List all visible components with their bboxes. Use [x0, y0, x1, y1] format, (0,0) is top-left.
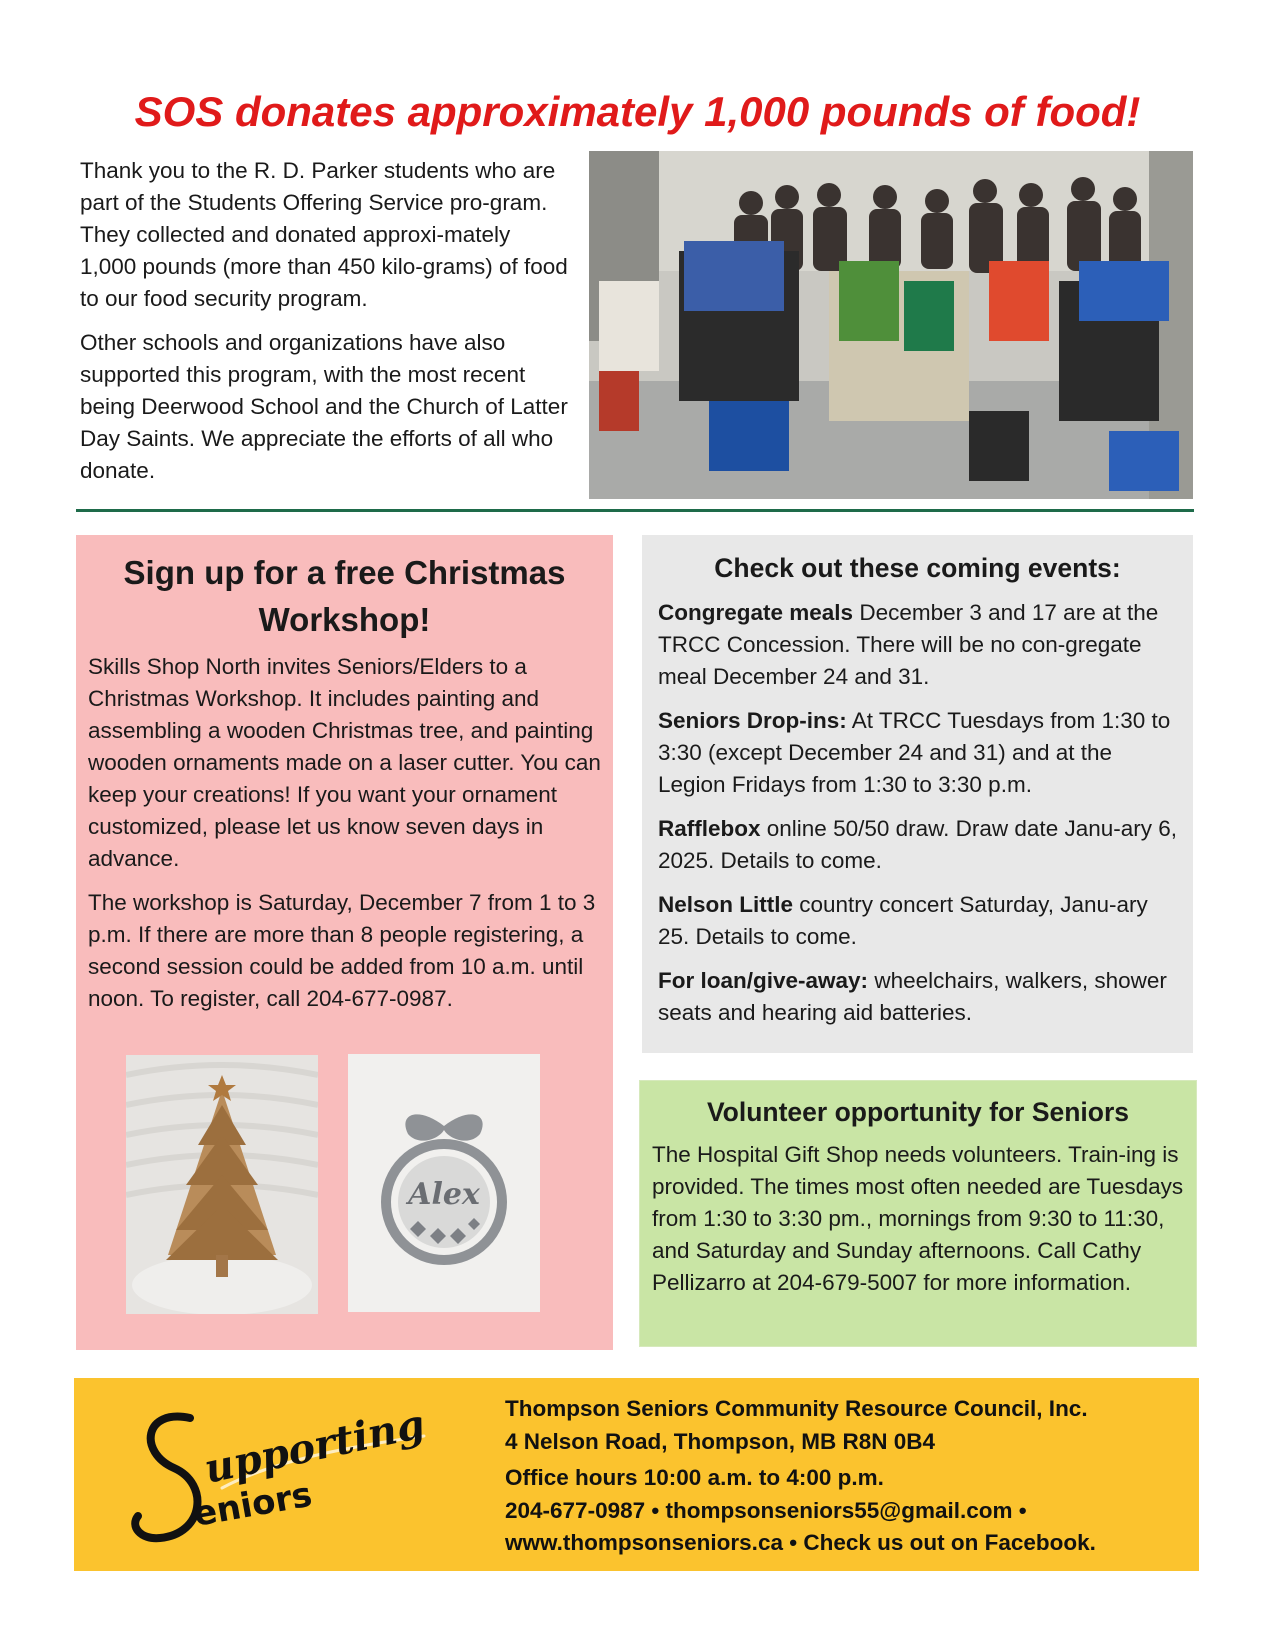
facebook-link[interactable]: Check us out on Facebook.	[803, 1530, 1096, 1555]
headline: SOS donates approximately 1,000 pounds of food!	[134, 88, 1141, 135]
phone[interactable]: 204-677-0987	[505, 1497, 646, 1523]
event-item	[658, 965, 1181, 1029]
workshop-title: Sign up for a free Christmas Workshop!	[123, 554, 566, 638]
event-text: At TRCC Tuesdays from 1:30 to 3:30 (except December 24 and 31) and at the Legion Fridays from 1:30 to 3:30 p.m.	[658, 708, 1171, 797]
workshop-panel	[76, 535, 613, 1350]
event-label: Congregate meals	[658, 600, 854, 625]
logo-line-2: eniors	[190, 1474, 316, 1535]
website-link[interactable]: www.thompsonseniors.ca	[505, 1530, 783, 1555]
intro-paragraph-1: Thank you to the R. D. Parker students who are part of the Students Offering Service pro-gram. They collected and donated approxi-mately 1,000 pounds (more than 450 kilo-grams) of food to our food security program.	[80, 158, 568, 311]
footer	[74, 1378, 1199, 1571]
email-link[interactable]: thompsonseniors55@gmail.com	[665, 1497, 1013, 1523]
event-text: country concert Saturday, Janu-ary 25. Details to come.	[658, 892, 1148, 949]
web-line: www.thompsonseniors.ca • Check us out on Facebook.	[505, 1530, 1096, 1555]
intro-paragraph-2: Other schools and organizations have also supported this program, with the most recent being Deerwood School and the Church of Latter Day Saints. We appreciate the efforts of all who donate.	[80, 330, 568, 483]
volunteer-panel	[639, 1080, 1197, 1347]
event-text: December 3 and 17 are at the TRCC Concession. There will be no con-gregate meal December 24 and 31.	[658, 600, 1159, 689]
event-text: wheelchairs, walkers, shower seats and hearing aid batteries.	[658, 968, 1167, 1025]
intro-text	[80, 155, 570, 499]
volunteer-text	[640, 1139, 1196, 1299]
ornament-photo	[348, 1054, 540, 1312]
org-name: Thompson Seniors Community Resource Council, Inc.	[505, 1396, 1088, 1421]
event-item	[658, 597, 1181, 693]
ornament-name: Alex	[408, 1177, 480, 1212]
workshop-text	[76, 651, 613, 1015]
workshop-paragraph-2: The workshop is Saturday, December 7 from 1 to 3 p.m. If there are more than 8 people registering, a second session could be added from 10 a.m. until noon. To register, call 204-677-0987.	[88, 890, 596, 1011]
event-text: online 50/50 draw. Draw date Janu-ary 6, 2025. Details to come.	[658, 816, 1178, 873]
events-panel	[642, 535, 1193, 1053]
event-label: Nelson Little	[658, 892, 794, 917]
event-item	[658, 705, 1181, 801]
event-label: Rafflebox	[658, 816, 761, 841]
event-label: For loan/give-away:	[658, 968, 869, 993]
workshop-paragraph-1: Skills Shop North invites Seniors/Elders to a Christmas Workshop. It includes painting and assembling a wooden Christmas tree, and painting wooden ornaments made on a laser cutter. You can keep your creations! If you want your ornament customized, please let us know seven days in advance.	[88, 654, 601, 871]
divider	[76, 509, 1194, 512]
logo-line-1: upporting	[200, 1400, 429, 1493]
office-hours: Office hours 10:00 a.m. to 4:00 p.m.	[505, 1465, 884, 1490]
events-list	[642, 597, 1193, 1029]
address: 4 Nelson Road, Thompson, MB R8N 0B4	[505, 1428, 936, 1454]
contact-info	[505, 1393, 1195, 1560]
volunteer-title: Volunteer opportunity for Seniors	[706, 1097, 1130, 1127]
food-donation-photo	[589, 151, 1193, 499]
event-item	[658, 813, 1181, 877]
wooden-tree-photo	[126, 1055, 318, 1314]
contact-line: 204-677-0987 • thompsonseniors55@gmail.com •	[505, 1497, 1027, 1523]
events-title: Check out these coming events:	[714, 553, 1121, 583]
volunteer-paragraph: The Hospital Gift Shop needs volunteers. Train-ing is provided. The times most often needed are Tuesdays from 1:30 to 3:30 pm., mornings from 9:30 to 11:30, and Saturday and Sunday afternoons. Call Cathy Pellizarro at 204-679-5007 for more information.	[652, 1142, 1184, 1295]
event-item	[658, 889, 1181, 953]
supporting-seniors-logo	[104, 1388, 474, 1558]
event-label: Seniors Drop-ins:	[658, 708, 847, 733]
